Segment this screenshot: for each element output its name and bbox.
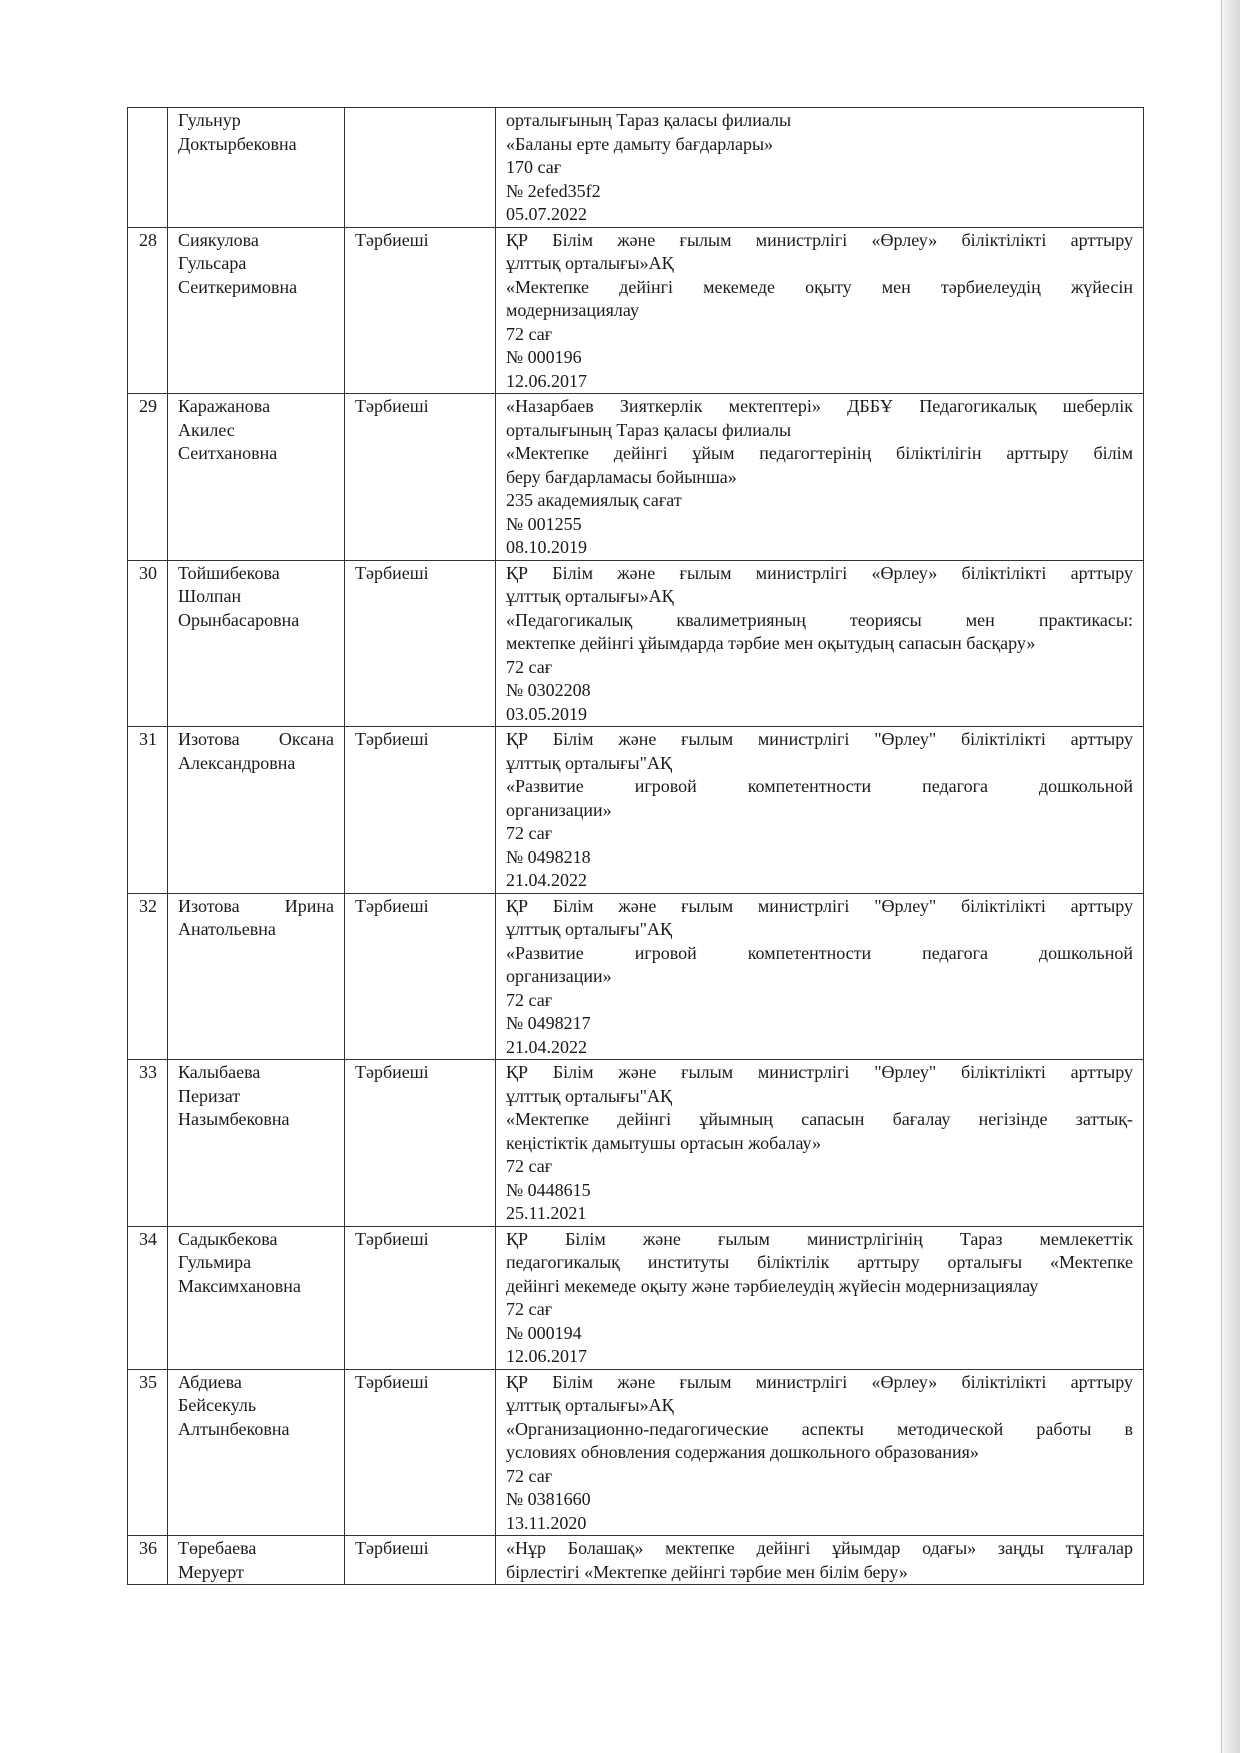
course-line: орталығының Тараз қаласы филиалы: [506, 419, 792, 440]
training-course-cell: [496, 1060, 1144, 1227]
training-course-cell: [496, 727, 1144, 894]
employee-name-line: Доктырбековна: [178, 133, 297, 154]
employee-name-line: Шолпан: [178, 586, 242, 606]
employee-name-line: Төребаева: [178, 1538, 257, 1558]
position-cell: Тәрбиеші: [345, 1060, 496, 1227]
scan-right-edge-line: [1221, 0, 1222, 1753]
course-line: 72 сағ: [506, 323, 553, 344]
course-line: № 0302208: [506, 680, 591, 700]
course-line: 25.11.2021: [506, 1203, 587, 1223]
course-line: ҚР Білім және ғылым министрлігі «Өрлеу» біліктілікті арттыру: [506, 1371, 1133, 1392]
employee-name-line: Изотова Ирина: [178, 895, 334, 916]
course-line: 72 сағ: [506, 989, 553, 1010]
table-row: [128, 1536, 1144, 1585]
table-row: [128, 1226, 1144, 1369]
training-course-cell: [496, 1536, 1144, 1585]
course-line: 72 сағ: [506, 1156, 553, 1176]
employee-name-line: Гульнур: [178, 110, 241, 130]
training-course-cell: [496, 560, 1144, 727]
row-number: 33: [128, 1060, 168, 1227]
employee-name-line: Калыбаева: [178, 1062, 261, 1082]
employee-name-line: Александровна: [178, 752, 296, 773]
course-line: педагогикалық институты біліктілік арттыру орталығы «Мектепке: [506, 1252, 1133, 1272]
position-cell: Тәрбиеші: [345, 394, 496, 561]
row-number: 36: [128, 1536, 168, 1585]
course-line: модернизациялау: [506, 300, 639, 320]
course-line: № 0448615: [506, 1179, 591, 1200]
course-line: ұлттық орталығы"АҚ: [506, 752, 672, 773]
row-number: 31: [128, 727, 168, 894]
employee-name-line: Алтынбековна: [178, 1418, 290, 1439]
table-row: [128, 394, 1144, 561]
course-line: ҚР Білім және ғылым министрлігі «Өрлеу» біліктілікті арттыру: [506, 562, 1133, 583]
course-line: ұлттық орталығы»АҚ: [506, 586, 674, 606]
table-row: [128, 1060, 1144, 1227]
course-line: 08.10.2019: [506, 537, 587, 557]
employee-name-line: Перизат: [178, 1085, 241, 1106]
course-line: мектепке дейінгі ұйымдарда тәрбие мен оқытудың сапасын басқару»: [506, 633, 1036, 653]
course-line: ҚР Білім және ғылым министрлігі "Өрлеу" біліктілікті арттыру: [506, 895, 1133, 916]
table-row: [128, 560, 1144, 727]
row-number: 34: [128, 1226, 168, 1369]
row-number: 32: [128, 893, 168, 1060]
course-line: 13.11.2020: [506, 1512, 587, 1533]
employee-name-line: Сиякулова: [178, 229, 259, 250]
training-course-cell: [496, 394, 1144, 561]
staff-training-table: [127, 107, 1144, 1585]
course-line: 72 сағ: [506, 1465, 553, 1486]
row-number: 28: [128, 227, 168, 394]
table-row: [128, 727, 1144, 894]
course-line: № 0381660: [506, 1489, 591, 1509]
employee-name-cell: [168, 1226, 345, 1369]
course-line: «Нұр Болашақ» мектепке дейінгі ұйымдар одағы» заңды тұлғалар: [506, 1538, 1133, 1558]
row-number: [128, 108, 168, 228]
employee-name-line: Гульсара: [178, 253, 247, 273]
course-line: 72 сағ: [506, 1299, 553, 1319]
training-course-cell: [496, 1369, 1144, 1536]
staff-training-table-body: [128, 108, 1144, 1585]
course-line: ұлттық орталығы"АҚ: [506, 919, 672, 939]
employee-name-cell: [168, 893, 345, 1060]
course-line: «Мектепке дейінгі ұйым педагогтерінің біліктілігін арттыру білім: [506, 443, 1133, 463]
row-number: 29: [128, 394, 168, 561]
course-line: 03.05.2019: [506, 703, 587, 724]
course-line: ҚР Білім және ғылым министрлігінің Тараз мемлекеттік: [506, 1228, 1133, 1249]
course-line: № 001255: [506, 513, 582, 534]
employee-name-cell: [168, 727, 345, 894]
employee-name-line: Меруерт: [178, 1561, 244, 1582]
course-line: 21.04.2022: [506, 1036, 587, 1057]
course-line: № 2efed35f2: [506, 180, 601, 201]
course-line: 170 сағ: [506, 157, 562, 177]
employee-name-cell: [168, 227, 345, 394]
employee-name-line: Сеитхановна: [178, 443, 278, 463]
course-line: «Развитие игровой компетентности педагога дошкольной: [506, 776, 1133, 796]
course-line: ұлттық орталығы»АҚ: [506, 1395, 674, 1415]
position-cell: Тәрбиеші: [345, 1369, 496, 1536]
table-row: [128, 108, 1144, 228]
course-line: «Педагогикалық квалиметрияның теориясы мен практикасы:: [506, 609, 1133, 630]
course-line: дейінгі мекемеде оқыту және тәрбиелеудің жүйесін модернизациялау: [506, 1275, 1039, 1296]
employee-name-line: Изотова Оксана: [178, 729, 334, 749]
row-number: 30: [128, 560, 168, 727]
employee-name-cell: [168, 1060, 345, 1227]
employee-name-line: Анатольевна: [178, 919, 276, 939]
course-line: ҚР Білім және ғылым министрлігі «Өрлеу» біліктілікті арттыру: [506, 229, 1133, 250]
course-line: условиях обновления содержания дошкольного образования»: [506, 1442, 979, 1462]
employee-name-cell: [168, 394, 345, 561]
position-cell: Тәрбиеші: [345, 1536, 496, 1585]
position-cell: Тәрбиеші: [345, 727, 496, 894]
course-line: «Развитие игровой компетентности педагога дошкольной: [506, 942, 1133, 963]
employee-name-line: Орынбасаровна: [178, 609, 300, 630]
position-cell: Тәрбиеші: [345, 1226, 496, 1369]
employee-name-line: Назымбековна: [178, 1109, 290, 1129]
employee-name-line: Сеиткеримовна: [178, 276, 298, 297]
course-line: 05.07.2022: [506, 204, 587, 224]
course-line: № 0498218: [506, 846, 591, 867]
course-line: ҚР Білім және ғылым министрлігі "Өрлеу" біліктілікті арттыру: [506, 1062, 1133, 1082]
employee-name-line: Садыкбекова: [178, 1228, 278, 1249]
course-line: организации»: [506, 799, 612, 820]
course-line: № 0498217: [506, 1013, 591, 1033]
table-row: [128, 1369, 1144, 1536]
course-line: 72 сағ: [506, 656, 553, 677]
training-course-cell: [496, 1226, 1144, 1369]
employee-name-cell: [168, 560, 345, 727]
course-line: «Назарбаев Зияткерлік мектептері» ДББҰ Педагогикалық шеберлік: [506, 396, 1133, 416]
course-line: № 000196: [506, 347, 582, 367]
employee-name-line: Каражанова: [178, 396, 271, 416]
course-line: орталығының Тараз қаласы филиалы: [506, 110, 792, 130]
course-line: ұлттық орталығы"АҚ: [506, 1085, 672, 1106]
training-course-cell: [496, 893, 1144, 1060]
course-line: 72 сағ: [506, 823, 553, 843]
course-line: «Мектепке дейінгі ұйымның сапасын бағалау негізінде заттық-: [506, 1109, 1133, 1129]
training-course-cell: [496, 227, 1144, 394]
course-line: № 000194: [506, 1322, 582, 1343]
course-line: беру бағдарламасы бойынша»: [506, 466, 737, 487]
course-line: «Мектепке дейінгі мекемеде оқыту мен тәрбиелеудің жүйесін: [506, 276, 1133, 297]
table-row: [128, 893, 1144, 1060]
employee-name-line: Максимхановна: [178, 1275, 301, 1296]
employee-name-line: Бейсекуль: [178, 1395, 257, 1415]
position-cell: Тәрбиеші: [345, 560, 496, 727]
employee-name-cell: [168, 1369, 345, 1536]
course-line: организации»: [506, 966, 612, 986]
employee-name-cell: [168, 1536, 345, 1585]
employee-name-line: Абдиева: [178, 1371, 242, 1392]
course-line: «Баланы ерте дамыту бағдарлары»: [506, 133, 774, 154]
employee-name-line: Гульмира: [178, 1252, 252, 1272]
position-cell: [345, 108, 496, 228]
course-line: «Организационно-педагогические аспекты методической работы в: [506, 1418, 1133, 1439]
employee-name-line: Акилес: [178, 419, 235, 440]
row-number: 35: [128, 1369, 168, 1536]
course-line: 21.04.2022: [506, 870, 587, 890]
course-line: ұлттық орталығы»АҚ: [506, 253, 674, 273]
position-cell: Тәрбиеші: [345, 227, 496, 394]
scan-right-edge-shadow: [1216, 0, 1240, 1753]
employee-name-line: Тойшибекова: [178, 562, 280, 583]
course-line: 12.06.2017: [506, 370, 587, 391]
table-row: [128, 227, 1144, 394]
course-line: 12.06.2017: [506, 1346, 587, 1366]
training-course-cell: [496, 108, 1144, 228]
position-cell: Тәрбиеші: [345, 893, 496, 1060]
course-line: ҚР Білім және ғылым министрлігі "Өрлеу" біліктілікті арттыру: [506, 729, 1133, 749]
course-line: бірлестігі «Мектепке дейінгі тәрбие мен білім беру»: [506, 1561, 908, 1582]
course-line: 235 академиялық сағат: [506, 490, 682, 510]
employee-name-cell: [168, 108, 345, 228]
course-line: кеңістіктік дамытушы ортасын жобалау»: [506, 1132, 821, 1153]
